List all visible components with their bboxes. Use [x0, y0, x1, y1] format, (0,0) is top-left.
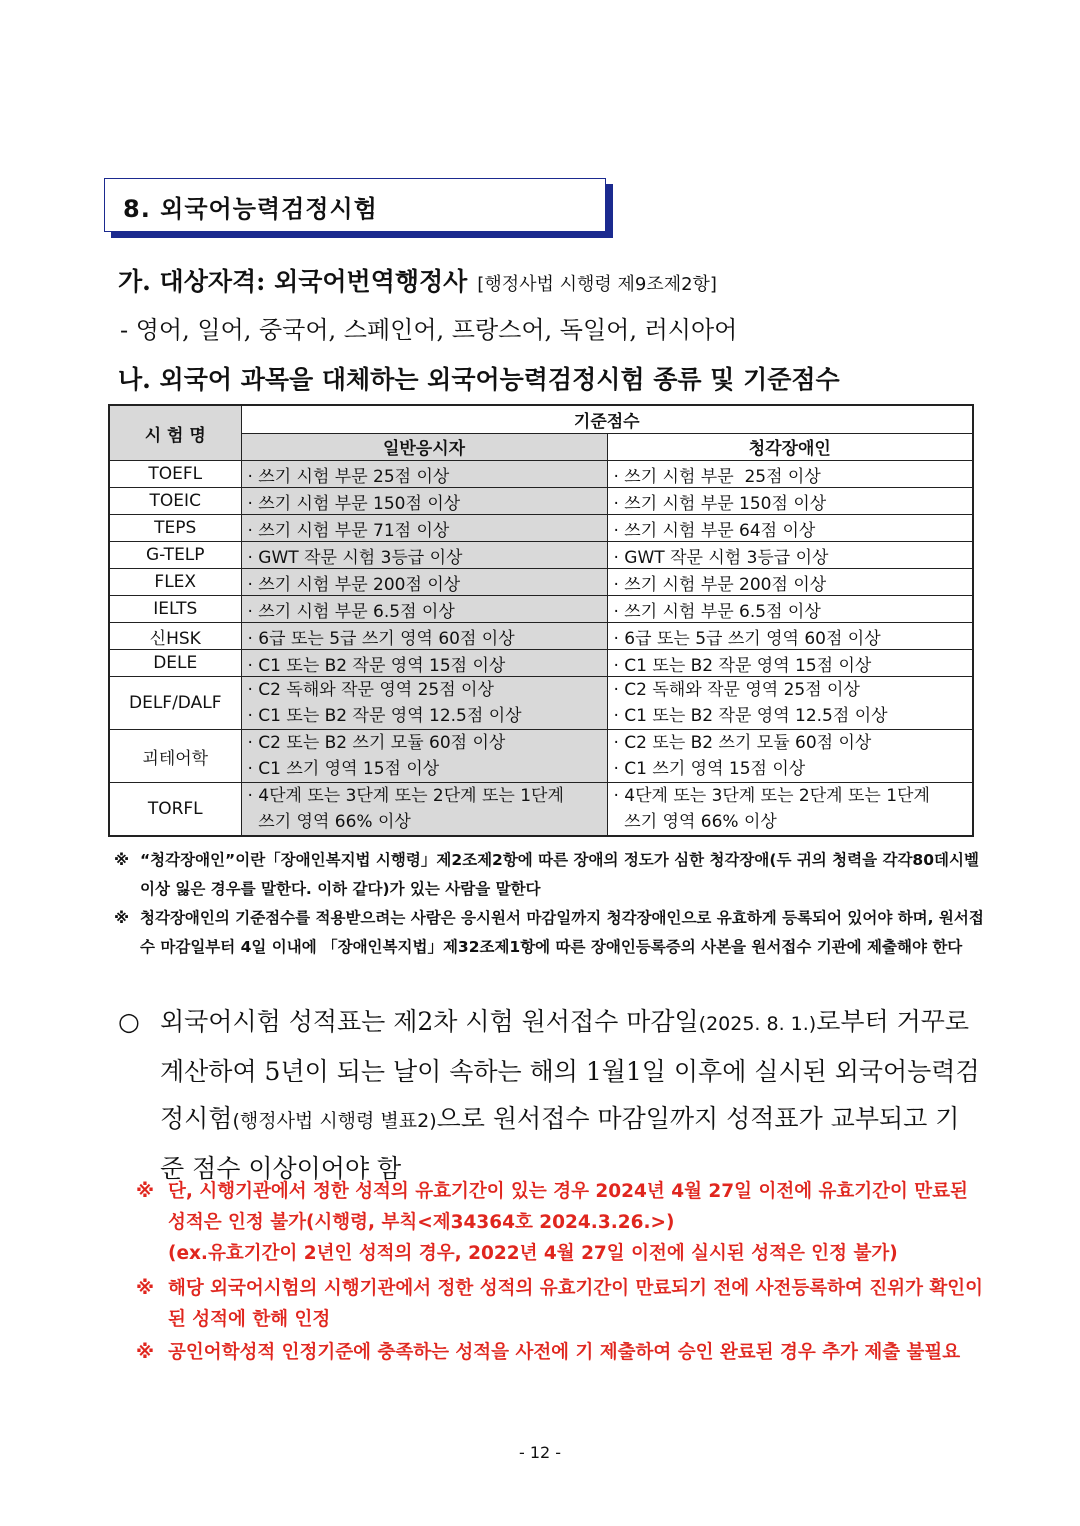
- hearing-score-cell: [607, 542, 973, 569]
- table-row: [109, 569, 973, 596]
- table-heading: 나. 외국어 과목을 대체하는 외국어능력검정시험 종류 및 기준점수: [118, 365, 840, 394]
- page-number: - 12 -: [518, 1443, 562, 1462]
- exam-name: DELE: [109, 650, 241, 677]
- hearing-score-cell: [607, 569, 973, 596]
- table-row: [109, 650, 973, 677]
- red-note-line: 해당 외국어시험의 시행기관에서 정한 성적의 유효기간이 만료되기 전에 사전등록하여 진위가 확인이 된 성적에 한해 인정: [168, 1278, 983, 1330]
- score-line: · C1 또는 B2 작문 영역 12.5점 이상: [247, 706, 522, 726]
- exam-name: TEPS: [109, 515, 241, 542]
- score-line: · C1 또는 B2 작문 영역 15점 이상: [247, 655, 506, 676]
- hearing-score-cell: [607, 650, 973, 677]
- red-note-expiry: [136, 1176, 984, 1269]
- score-table: [108, 404, 974, 837]
- red-note-preregistration: [136, 1273, 984, 1335]
- score-line: · 4단계 또는 3단계 또는 2단계 또는 1단계: [613, 786, 930, 806]
- table-row: [109, 461, 973, 488]
- score-line: · C2 독해와 작문 영역 25점 이상: [247, 680, 494, 700]
- note-mark: ※: [114, 851, 130, 869]
- score-table-body: [109, 461, 973, 837]
- exam-name: TORFL: [109, 783, 241, 837]
- paragraph-text-2: 로부터 거꾸로 계산하여 5년이 되는 날이 속하는 해의 1월1일 이후에 실시된 외국어능력검정시험: [160, 1007, 980, 1133]
- general-score-cell: [241, 730, 607, 783]
- score-line: · C1 쓰기 영역 15점 이상: [613, 759, 806, 779]
- general-score-cell: [241, 783, 607, 837]
- score-line: · 쓰기 시험 부문 6.5점 이상: [247, 601, 455, 622]
- table-row: [109, 488, 973, 515]
- red-note-line: (ex.유효기간이 2년인 성적의 경우, 2022년 4월 27일 이전에 실시된 성적은 인정 불가): [168, 1243, 898, 1264]
- table-row: [109, 730, 973, 783]
- score-line: · 6급 또는 5급 쓰기 영역 60점 이상: [613, 628, 881, 649]
- general-score-cell: [241, 461, 607, 488]
- circle-bullet: ○: [118, 1007, 140, 1036]
- exam-name: TOEFL: [109, 461, 241, 488]
- table-row: [109, 783, 973, 837]
- hearing-score-cell: [607, 515, 973, 542]
- score-line: · 6급 또는 5급 쓰기 영역 60점 이상: [247, 628, 515, 649]
- section-heading-box: [104, 178, 606, 232]
- red-note-presubmitted: [136, 1337, 984, 1368]
- red-note-mark: ※: [136, 1342, 154, 1363]
- score-line: · 쓰기 시험 부문 150점 이상: [613, 493, 827, 514]
- header-general: 일반응시자: [241, 433, 607, 461]
- paragraph-text-1: 외국어시험 성적표는 제2차 시험 원서접수 마감일: [160, 1007, 699, 1036]
- general-score-cell: [241, 542, 607, 569]
- general-score-cell: [241, 623, 607, 650]
- red-note-mark: ※: [136, 1181, 154, 1202]
- qualification-title: 가. 대상자격: 외국어번역행정사: [118, 267, 468, 296]
- qualification-heading: [118, 262, 717, 298]
- exam-name: G-TELP: [109, 542, 241, 569]
- hearing-score-cell: [607, 677, 973, 730]
- hearing-score-cell: [607, 730, 973, 783]
- score-line: · 4단계 또는 3단계 또는 2단계 또는 1단계: [247, 786, 564, 806]
- section-title: 8. 외국어능력검정시험: [123, 195, 378, 223]
- score-line: · C2 또는 B2 쓰기 모듈 60점 이상: [613, 733, 872, 753]
- exam-name: 신HSK: [109, 623, 241, 650]
- score-line: · 쓰기 시험 부문 25점 이상: [613, 466, 821, 487]
- score-line: · 쓰기 시험 부문 71점 이상: [247, 520, 450, 541]
- table-row: [109, 623, 973, 650]
- exam-name: TOEIC: [109, 488, 241, 515]
- exam-name: IELTS: [109, 596, 241, 623]
- general-score-cell: [241, 515, 607, 542]
- red-note-mark: ※: [136, 1278, 154, 1299]
- hearing-score-cell: [607, 623, 973, 650]
- exam-name: FLEX: [109, 569, 241, 596]
- score-line: · GWT 작문 시험 3등급 이상: [613, 547, 829, 568]
- score-line: · C2 독해와 작문 영역 25점 이상: [613, 680, 860, 700]
- score-line: · 쓰기 시험 부문 200점 이상: [613, 574, 827, 595]
- general-score-cell: [241, 569, 607, 596]
- hearing-score-cell: [607, 596, 973, 623]
- deadline-date: (2025. 8. 1.): [698, 1013, 817, 1035]
- table-row: [109, 596, 973, 623]
- hearing-score-cell: [607, 488, 973, 515]
- note-mark: ※: [114, 909, 130, 927]
- note-hearing-registration: [114, 904, 984, 962]
- header-score: 기준점수: [241, 405, 973, 433]
- hearing-score-cell: [607, 461, 973, 488]
- score-line: · 쓰기 시험 부문 25점 이상: [247, 466, 450, 487]
- qualification-ref: [행정사법 시행령 제9조제2항]: [477, 274, 717, 295]
- general-score-cell: [241, 488, 607, 515]
- table-row: [109, 542, 973, 569]
- red-note-line: 단, 시행기관에서 정한 성적의 유효기간이 있는 경우 2024년 4월 27일 이전에 유효기간이 만료된 성적은 인정 불가(시행령, 부칙<제34364호 2024.3.26.>): [168, 1181, 968, 1233]
- law-reference: (행정사법 시행령 별표2): [232, 1110, 437, 1132]
- score-line: · GWT 작문 시험 3등급 이상: [247, 547, 463, 568]
- score-line: · 쓰기 시험 부문 200점 이상: [247, 574, 461, 595]
- score-line: 쓰기 영역 66% 이상: [613, 812, 777, 832]
- language-list: - 영어, 일어, 중국어, 스페인어, 프랑스어, 독일어, 러시아어: [120, 316, 738, 344]
- paragraph-text-3: 으로 원서접수 마감일까지 성적표가 교부되고 기준 점수 이상이어야 함: [160, 1104, 960, 1183]
- note-text: 청각장애인의 기준점수를 적용받으려는 사람은 응시원서 마감일까지 청각장애인으로 유효하게 등록되어 있어야 하며, 원서접수 마감일부터 4일 이내에 「장애인복지법」제32조제1항에 따른 장애인등록증의 사본을 원서접수 기관에 제출해야 한다: [140, 909, 984, 956]
- header-exam: 시 험 명: [109, 405, 241, 461]
- red-note-line: 공인어학성적 인정기준에 충족하는 성적을 사전에 기 제출하여 승인 완료된 경우 추가 제출 불필요: [168, 1342, 961, 1363]
- validity-paragraph: [118, 998, 980, 1192]
- score-line: · C1 쓰기 영역 15점 이상: [247, 759, 440, 779]
- score-line: · 쓰기 시험 부문 6.5점 이상: [613, 601, 821, 622]
- score-line: · 쓰기 시험 부문 64점 이상: [613, 520, 816, 541]
- score-line: · C1 또는 B2 작문 영역 15점 이상: [613, 655, 872, 676]
- general-score-cell: [241, 596, 607, 623]
- hearing-score-cell: [607, 783, 973, 837]
- score-line: 쓰기 영역 66% 이상: [247, 812, 411, 832]
- header-hearing: 청각장애인: [607, 433, 973, 461]
- note-text: “청각장애인”이란「장애인복지법 시행령」제2조제2항에 따른 장애의 정도가 심한 청각장애(두 귀의 청력을 각각80데시벨 이상 잃은 경우를 말한다. 이하 같다)가 있는 사람을 말한다: [140, 851, 979, 898]
- score-line: · 쓰기 시험 부문 150점 이상: [247, 493, 461, 514]
- table-row: [109, 677, 973, 730]
- exam-name: 괴테어학: [109, 730, 241, 783]
- general-score-cell: [241, 677, 607, 730]
- exam-name: DELF/DALF: [109, 677, 241, 730]
- note-hearing-definition: [114, 846, 984, 904]
- general-score-cell: [241, 650, 607, 677]
- table-row: [109, 515, 973, 542]
- score-line: · C2 또는 B2 쓰기 모듈 60점 이상: [247, 733, 506, 753]
- score-line: · C1 또는 B2 작문 영역 12.5점 이상: [613, 706, 888, 726]
